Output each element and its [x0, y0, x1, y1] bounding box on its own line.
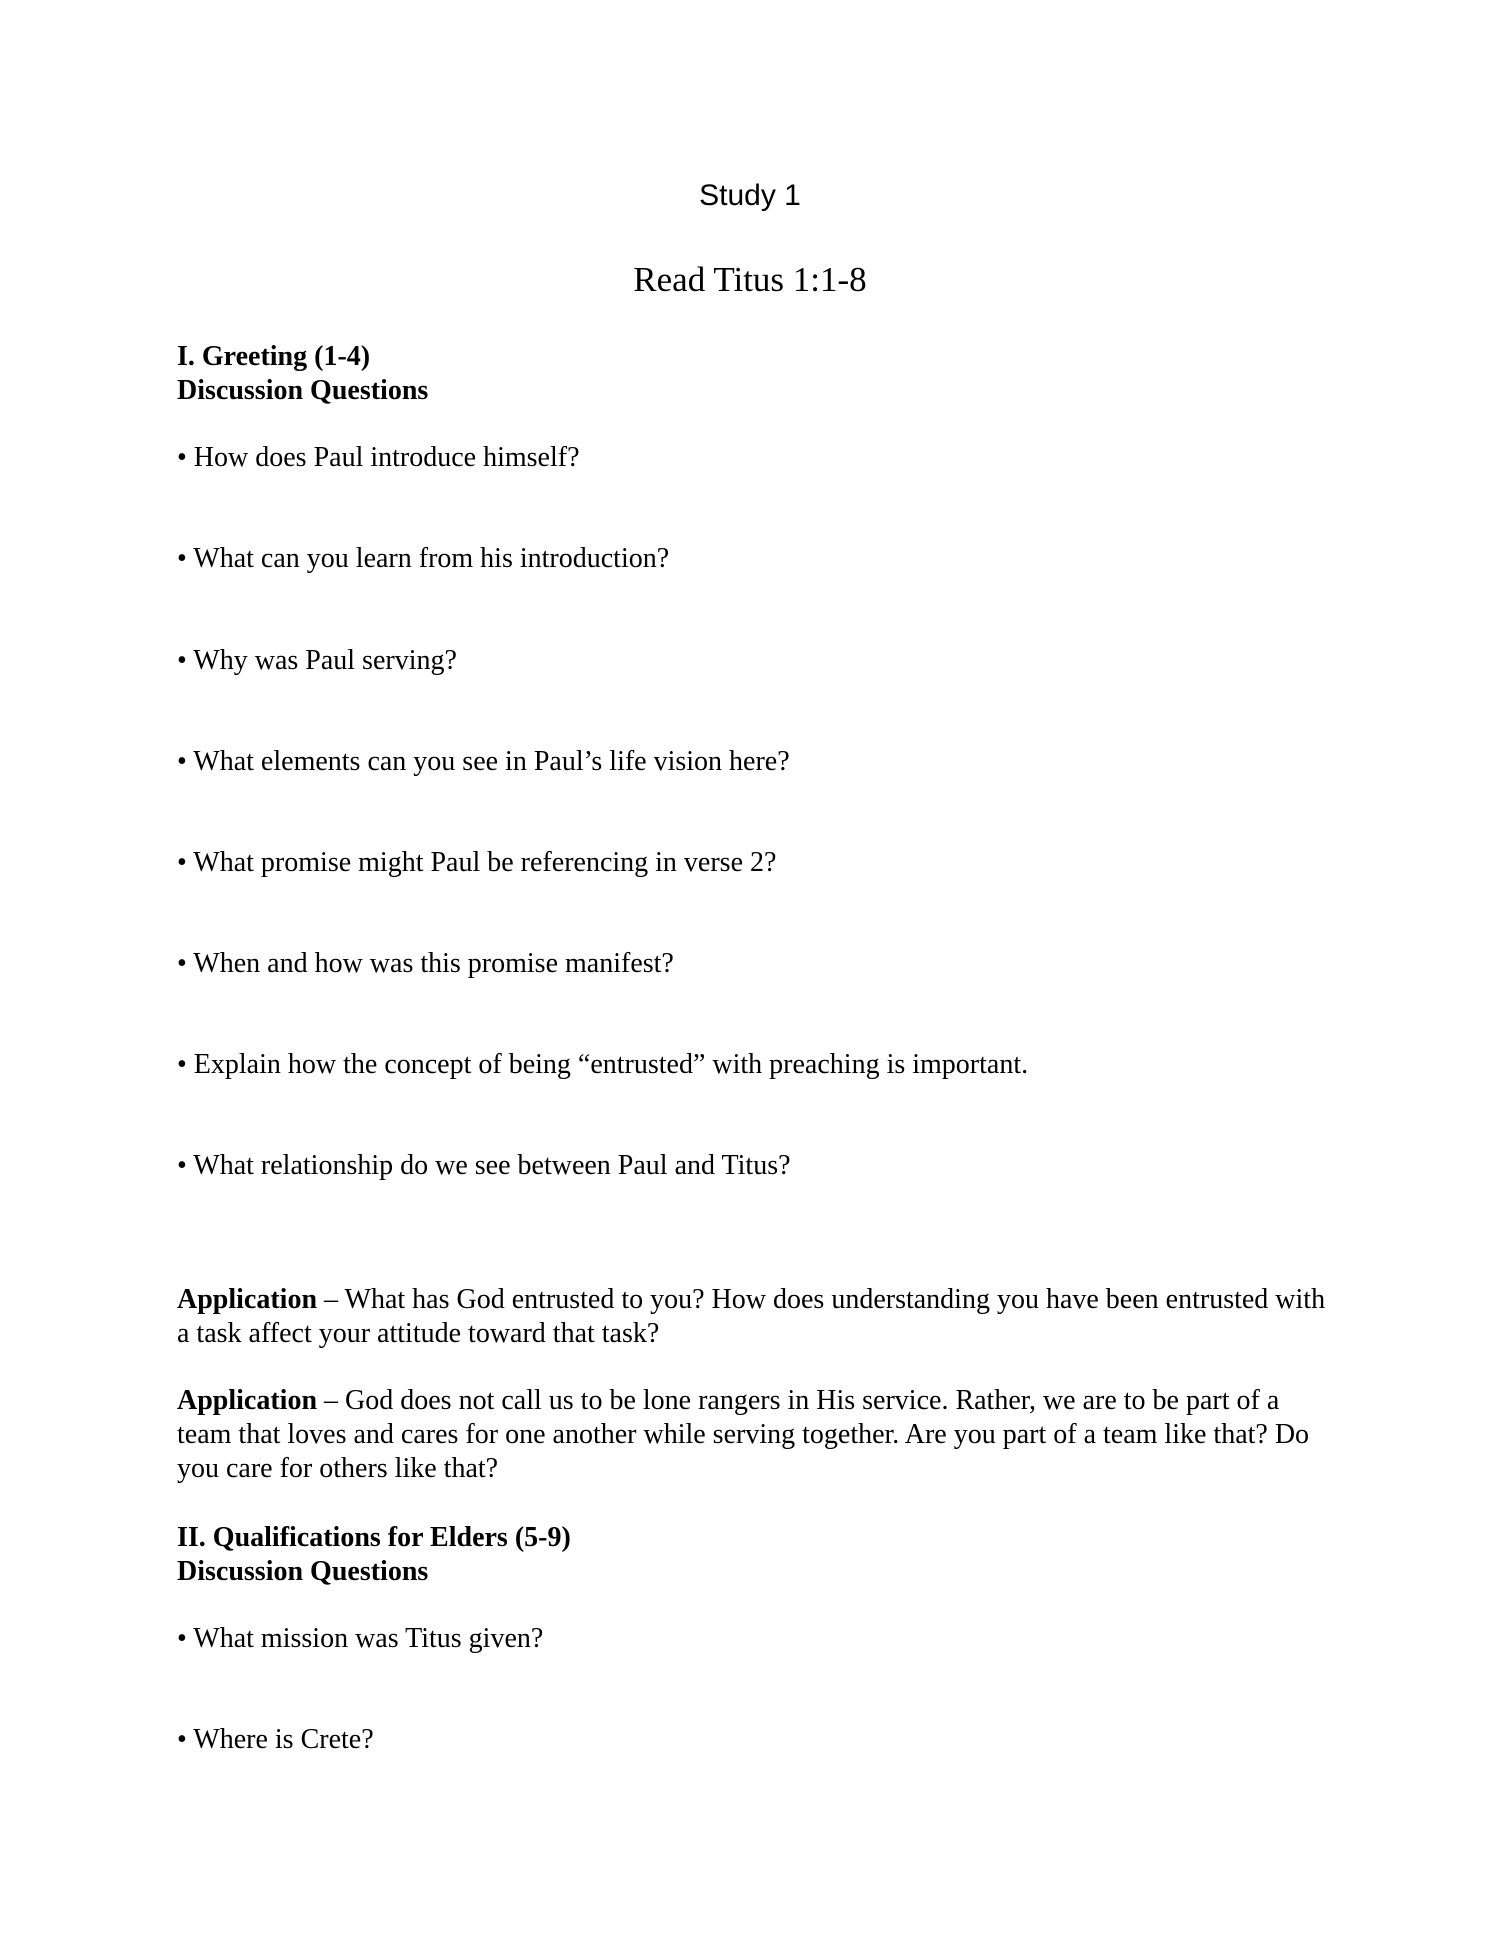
section-heading-qualifications: II. Qualifications for Elders (5-9) — [177, 1522, 571, 1553]
scripture-reading: Read Titus 1:1-8 — [633, 260, 867, 299]
application-label: Application — [177, 1385, 318, 1416]
application-text: – God does not call us to be lone rangers in His service. Rather, we are to be part of a team that loves and cares for one another while serving together. Are you part of a team like that? Do you care for others like that? — [177, 1385, 1310, 1484]
application-text: – What has God entrusted to you? How does understanding you have been entrusted with a task affect your attitude toward that task? — [177, 1284, 1326, 1349]
page-title: Study 1 — [699, 179, 801, 212]
question-item: • What promise might Paul be referencing in verse 2? — [177, 847, 777, 878]
question-item: • Why was Paul serving? — [177, 645, 457, 676]
question-item: • Explain how the concept of being “entrusted” with preaching is important. — [177, 1049, 1029, 1080]
question-item: • What elements can you see in Paul’s life vision here? — [177, 746, 790, 777]
application-paragraph — [177, 1283, 1337, 1351]
question-item: • What mission was Titus given? — [177, 1623, 544, 1654]
application-paragraph — [177, 1384, 1337, 1486]
question-item: • When and how was this promise manifest? — [177, 948, 674, 979]
discussion-questions-heading: Discussion Questions — [177, 1556, 429, 1587]
application-label: Application — [177, 1284, 318, 1315]
question-item: • Where is Crete? — [177, 1724, 374, 1755]
question-item: • What relationship do we see between Paul and Titus? — [177, 1150, 791, 1181]
question-item: • How does Paul introduce himself? — [177, 442, 580, 473]
discussion-questions-heading: Discussion Questions — [177, 375, 429, 406]
section-heading-greeting: I. Greeting (1-4) — [177, 341, 371, 372]
question-item: • What can you learn from his introduction? — [177, 543, 670, 574]
